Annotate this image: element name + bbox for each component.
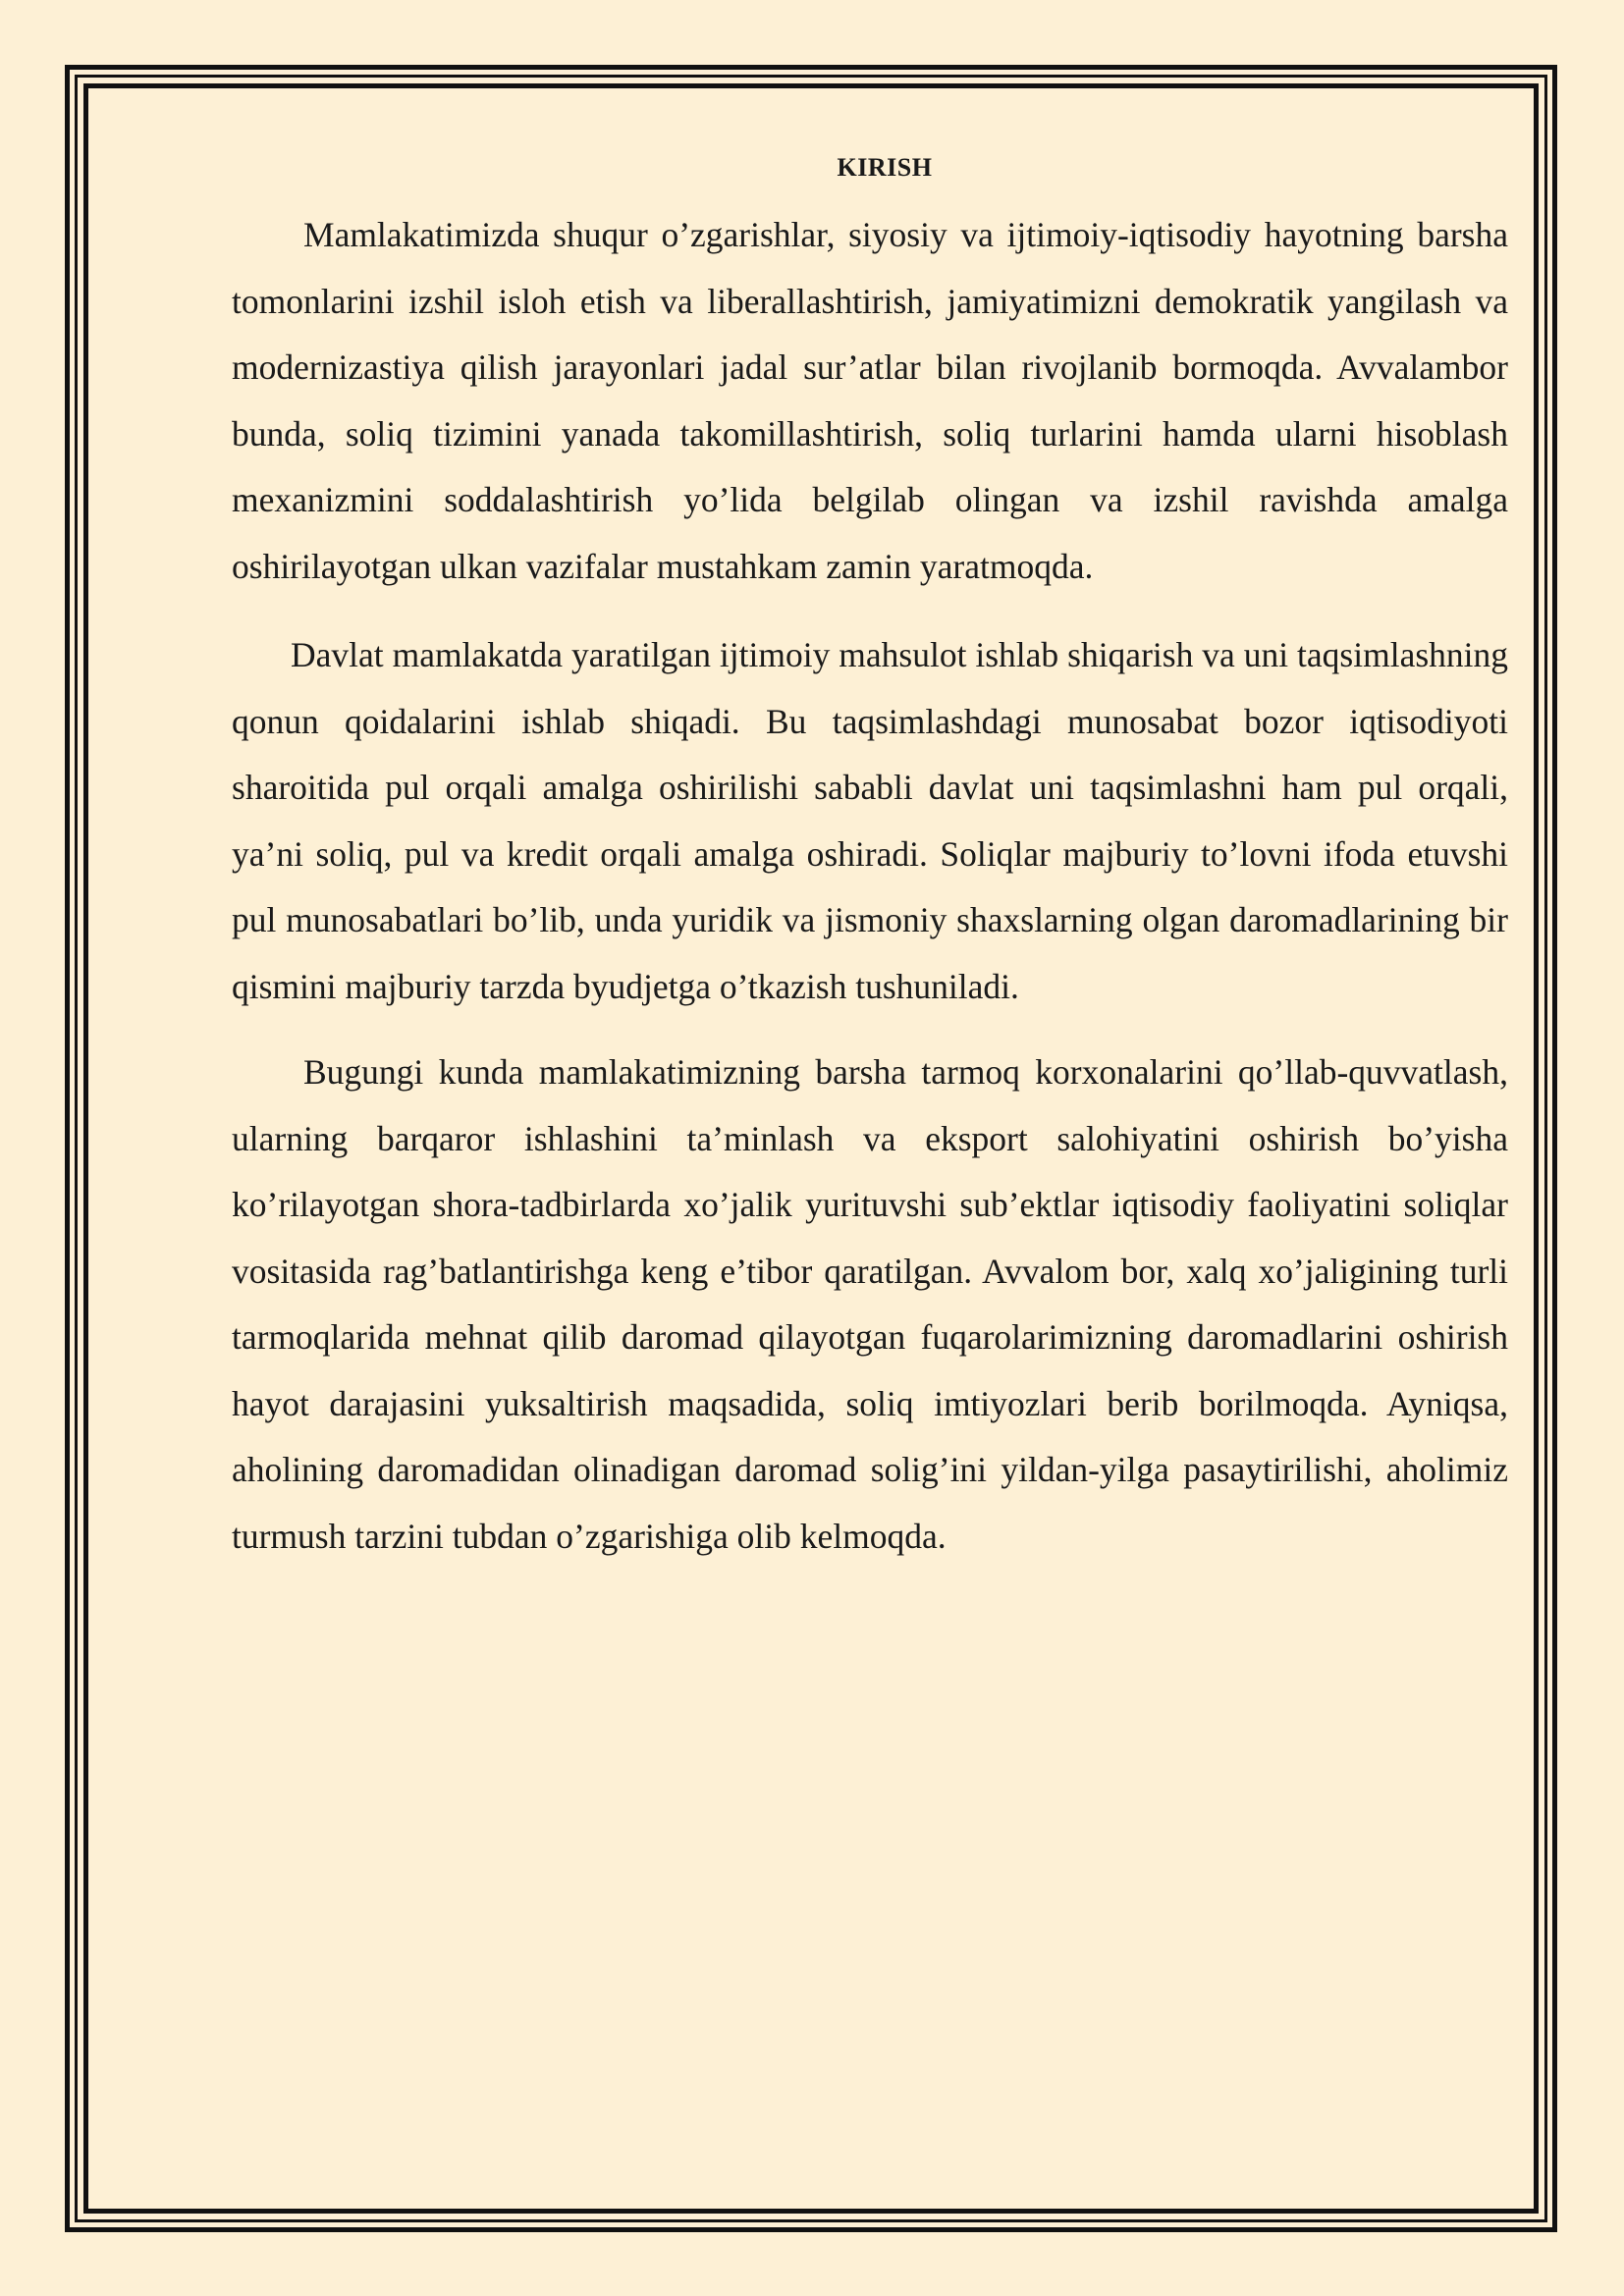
paragraph-2: Davlat mamlakatda yaratilgan ijtimoiy mahsulot ishlab shiqarish va uni taqsimlashning qonun qoidalarini ishlab shiqadi. Bu taqsimlashdagi munosabat bozor iqtisodiyoti sharoitida pul orqali amalga oshirilishi sababli davlat uni taqsimlashni ham pul orqali, ya’ni soliq, pul va kredit orqali amalga oshiradi. Soliqlar majburiy to’lovni ifoda etuvshi pul munosabatlari bo’lib, unda yuridik va jismoniy shaxslarning olgan daromadlarining bir qismini majburiy tarzda byudjetga o’tkazish tushuniladi.	[232, 635, 1508, 1006]
paragraph-3: Bugungi kunda mamlakatimizning barsha tarmoq korxonalarini qo’llab-quvvatlash, ularning barqaror ishlashini ta’minlash va eksport salohiyatini oshirish bo’yisha ko’rilayotgan shora-tadbirlarda xo’jalik yurituvshi sub’ektlar iqtisodiy faoliyatini soliqlar vositasida rag’batlantirishga keng e’tibor qaratilgan. Avvalom bor, xalq xo’jaligining turli tarmoqlarida mehnat qilib daromad qilayotgan fuqarolarimizning daromadlarini oshirish hayot darajasini yuksaltirish maqsadida, soliq imtiyozlari berib borilmoqda. Ayniqsa, aholining daromadidan olinadigan daromad solig’ini yildan-yilga pasaytirilishi, aholimiz turmush tarzini tubdan o’zgarishiga olib kelmoqda.	[232, 1052, 1508, 1556]
document-body	[232, 147, 1508, 1570]
paragraph-1: Mamlakatimizda shuqur o’zgarishlar, siyosiy va ijtimoiy-iqtisodiy hayotning barsha tomonlarini izshil isloh etish va liberallashtirish, jamiyatimizni demokratik yangilash va modernizastiya qilish jarayonlari jadal sur’atlar bilan rivojlanib bormoqda. Avvalambor bunda, soliq tizimini yanada takomillashtirish, soliq turlarini hamda ularni hisoblash mexanizmini soddalashtirish yo’lida belgilab olingan va izshil ravishda amalga oshirilayotgan ulkan vazifalar mustahkam zamin yaratmoqda.	[232, 215, 1508, 586]
document-title: KIRISH	[837, 153, 933, 182]
